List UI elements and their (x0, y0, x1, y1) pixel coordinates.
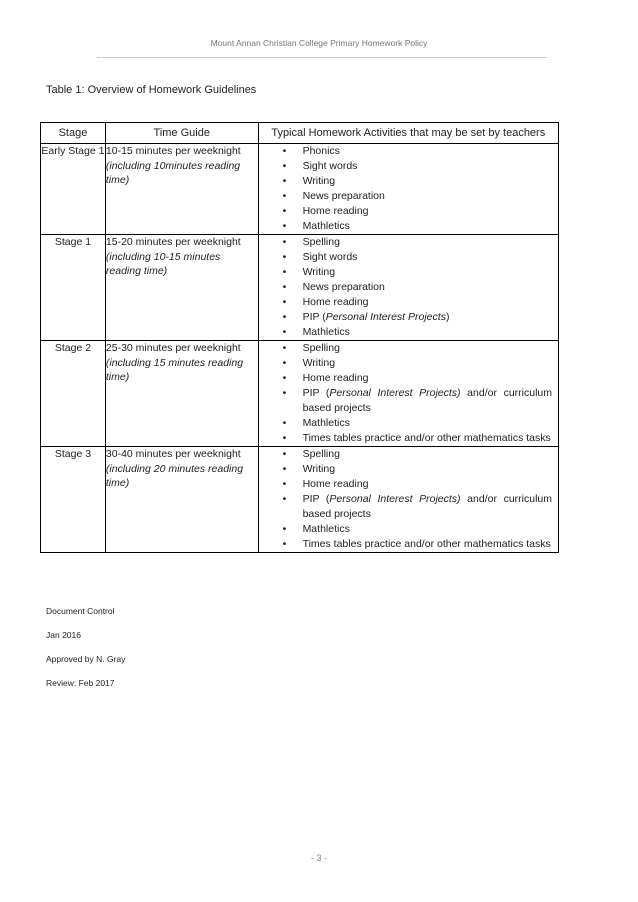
table-header-row (41, 123, 559, 144)
list-item: • Times tables practice and/or other mathematics tasks (259, 537, 552, 552)
pip-suffix: ) (445, 311, 450, 323)
list-item: • Sight words (259, 250, 552, 265)
time-note: (including 10-15 minutes reading time) (105, 250, 221, 277)
stage-cell: Stage 2 (41, 341, 106, 447)
activity-list (259, 341, 558, 446)
list-item: • Spelling (259, 235, 552, 250)
pip-prefix: PIP ( (302, 311, 326, 323)
pip-suffix: and/or curriculum based projects (302, 493, 553, 520)
table-row (41, 235, 559, 341)
column-header-time-guide: Time Guide (105, 123, 258, 144)
list-item: • Home reading (259, 295, 552, 310)
pip-prefix: PIP ( (302, 493, 330, 505)
activities-cell (258, 144, 558, 235)
homework-table (40, 122, 559, 553)
list-item: • Writing (259, 265, 552, 280)
time-main: 30-40 minutes per weeknight (105, 448, 241, 460)
time-note: (including 15 minutes reading time) (105, 356, 244, 383)
time-note: (including 10minutes reading time) (105, 159, 241, 186)
pip-italic: Personal Interest Projects) (329, 387, 461, 399)
time-guide-cell (105, 235, 258, 341)
stage-cell: Early Stage 1 (41, 144, 106, 235)
list-item (259, 310, 552, 325)
pip-suffix: and/or curriculum based projects (302, 387, 553, 414)
list-item: • Sight words (259, 159, 552, 174)
time-guide-cell (105, 144, 258, 235)
header-divider (97, 57, 547, 58)
approved-by: Approved by N. Gray (46, 654, 126, 664)
list-item: • Mathletics (259, 325, 552, 340)
list-item: • Writing (259, 462, 552, 477)
list-item: • News preparation (259, 280, 552, 295)
time-main: 25-30 minutes per weeknight (105, 342, 241, 354)
activity-list (259, 235, 558, 340)
document-date: Jan 2016 (46, 630, 81, 640)
time-guide-cell (105, 447, 258, 553)
table-row (41, 341, 559, 447)
document-control-title: Document Control (46, 606, 115, 616)
table-caption: Table 1: Overview of Homework Guidelines (46, 84, 257, 96)
list-item: • Times tables practice and/or other mathematics tasks (259, 431, 552, 446)
time-note: (including 20 minutes reading time) (105, 462, 244, 489)
list-item: • Mathletics (259, 416, 552, 431)
time-main: 15-20 minutes per weeknight (105, 236, 241, 248)
stage-cell: Stage 3 (41, 447, 106, 553)
review-date: Review: Feb 2017 (46, 678, 115, 688)
column-header-activities: Typical Homework Activities that may be set by teachers (258, 123, 558, 144)
list-item: • Home reading (259, 371, 552, 386)
page-number: - 3 - (310, 853, 327, 863)
list-item (259, 492, 552, 522)
table-row (41, 447, 559, 553)
list-item: • Writing (259, 174, 552, 189)
column-header-stage: Stage (41, 123, 106, 144)
list-item (259, 386, 552, 416)
list-item: • Spelling (259, 447, 552, 462)
pip-italic: Personal Interest Projects (325, 311, 446, 323)
pip-italic: Personal Interest Projects) (329, 493, 461, 505)
time-guide-cell (105, 341, 258, 447)
activities-cell (258, 341, 558, 447)
table-row (41, 144, 559, 235)
list-item: • Phonics (259, 144, 552, 159)
pip-prefix: PIP ( (302, 387, 330, 399)
list-item: • Home reading (259, 204, 552, 219)
list-item: • Home reading (259, 477, 552, 492)
list-item: • Mathletics (259, 219, 552, 234)
list-item: • Writing (259, 356, 552, 371)
activities-cell (258, 447, 558, 553)
activity-list (259, 144, 558, 234)
list-item: • Mathletics (259, 522, 552, 537)
list-item: • News preparation (259, 189, 552, 204)
activities-cell (258, 235, 558, 341)
page-header: Mount Annan Christian College Primary Homework Policy (210, 38, 428, 48)
time-main: 10-15 minutes per weeknight (105, 145, 241, 157)
stage-cell: Stage 1 (41, 235, 106, 341)
activity-list (259, 447, 558, 552)
list-item: • Spelling (259, 341, 552, 356)
